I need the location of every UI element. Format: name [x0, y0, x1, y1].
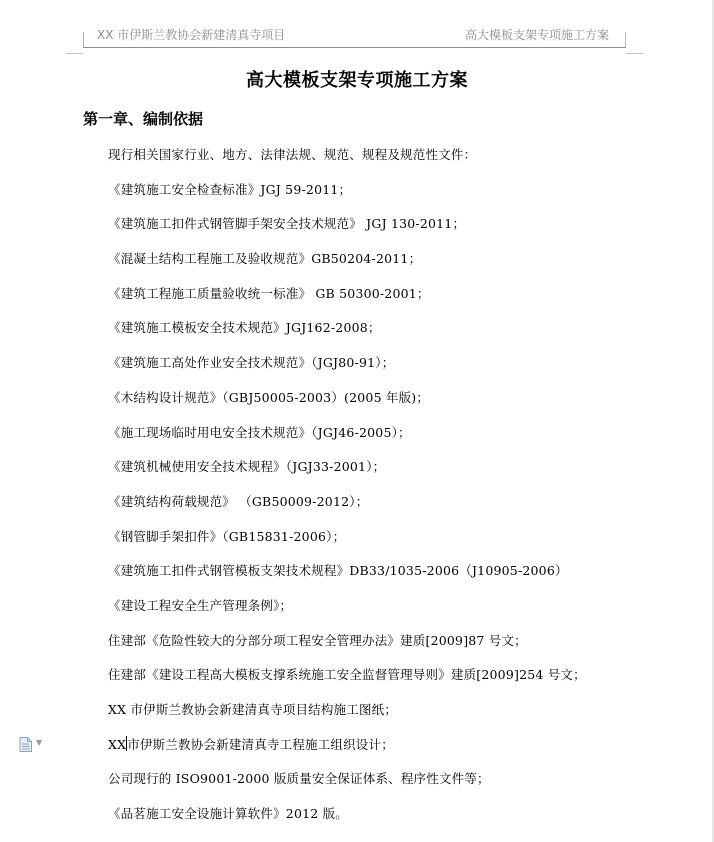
body-line[interactable]: 《建设工程安全生产管理条例》； — [108, 597, 293, 613]
body-line[interactable]: 《建筑施工扣件式钢管脚手架安全技术规范》 JGJ 130-2011； — [108, 216, 466, 232]
body-line[interactable]: 《建筑机械使用安全技术规程》（JGJ33-2001）； — [108, 459, 386, 475]
body-line[interactable]: XX 市伊斯兰教协会新建清真寺项目结构施工图纸； — [108, 702, 398, 717]
header-rule — [83, 47, 626, 48]
body-line-rest: 市伊斯兰教协会新建清真寺工程施工组织设计； — [127, 736, 394, 752]
body-line[interactable]: 《建筑施工模板安全技术规范》JGJ162-2008； — [108, 320, 381, 336]
body-line[interactable]: 公司现行的 ISO9001-2000 版质量安全保证体系、程序性文件等； — [108, 771, 490, 787]
header-corner-mark-right — [625, 32, 626, 48]
body-line-with-cursor[interactable] — [108, 735, 668, 770]
document-body[interactable] — [108, 145, 668, 839]
body-line[interactable]: 《木结构设计规范》（GBJ50005-2003）(2005 年版)； — [108, 389, 430, 405]
document-icon[interactable] — [19, 737, 32, 752]
body-line[interactable]: 《建筑施工扣件式钢管模板支架技术规程》DB33/1035-2006（J10905-2006） — [108, 563, 568, 579]
body-line[interactable]: 住建部《危险性较大的分部分项工程安全管理办法》建质[2009]87 号文； — [108, 632, 527, 648]
header-corner-mark-left — [83, 32, 84, 48]
body-line-prefix: XX — [108, 736, 127, 752]
body-line[interactable]: 《钢管脚手架扣件》（GB15831-2006）； — [108, 528, 346, 544]
body-line[interactable]: 《建筑施工高处作业安全技术规范》（JGJ80-91）； — [108, 355, 395, 371]
chevron-down-icon[interactable]: ▼ — [36, 738, 43, 747]
margin-tick-left — [66, 53, 83, 54]
body-line[interactable]: 现行相关国家行业、地方、法律法规、规范、规程及规范性文件： — [108, 147, 477, 162]
body-line[interactable]: 《建筑工程施工质量验收统一标准》 GB 50300-2001； — [108, 285, 430, 301]
body-line[interactable]: 《混凝土结构工程施工及验收规范》GB50204-2011； — [108, 251, 422, 267]
body-line[interactable]: 《品茗施工安全设施计算软件》2012 版。 — [108, 806, 348, 822]
document-title[interactable]: 高大模板支架专项施工方案 — [246, 70, 468, 91]
body-line[interactable]: 《建筑结构荷载规范》 （GB50009-2012）； — [108, 493, 369, 509]
body-line[interactable]: 《建筑施工安全检查标准》JGJ 59-2011； — [108, 181, 352, 197]
body-line[interactable]: 住建部《建设工程高大模板支撑系统施工安全监督管理导则》建质[2009]254 号文； — [108, 667, 586, 683]
margin-tick-right — [626, 53, 644, 54]
chapter-heading[interactable]: 第一章、编制依据 — [83, 110, 204, 128]
body-line[interactable]: 《施工现场临时用电安全技术规范》（JGJ46-2005）； — [108, 424, 411, 440]
header-left-text[interactable]: XX 市伊斯兰教协会新建清真寺项目 — [97, 28, 286, 42]
header-right-text[interactable]: 高大模板支架专项施工方案 — [464, 28, 609, 42]
